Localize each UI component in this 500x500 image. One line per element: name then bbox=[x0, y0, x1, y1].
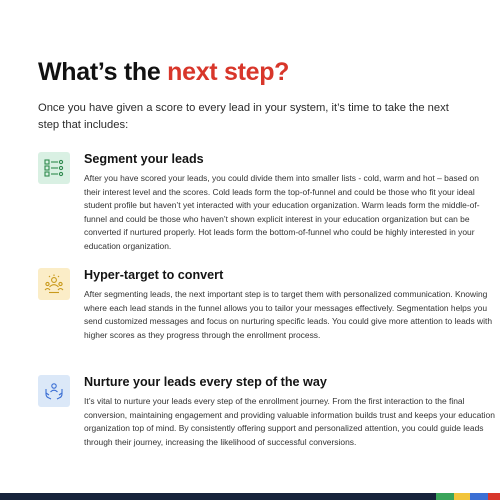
segment-list-icon bbox=[38, 152, 70, 184]
section-heading: Segment your leads bbox=[84, 152, 204, 166]
title-prefix: What’s the bbox=[38, 58, 168, 86]
target-audience-icon bbox=[38, 268, 70, 300]
footer-bar-blue bbox=[470, 493, 488, 500]
footer-bar-yellow bbox=[454, 493, 470, 500]
intro-paragraph: Once you have given a score to every lead in your system, it’s time to take the next step that includes: bbox=[38, 102, 449, 131]
footer-bar-green bbox=[436, 493, 454, 500]
section-body: It’s vital to nurture your leads every step of the enrollment journey. From the first interaction to the final conversion, maintaining engagement and providing valuable information builds trust and keeps your education organization top of mind. By consistently offering support and personalized attention, you could guide leads through their journey, increasing the likelihood of successful conversions. bbox=[84, 396, 495, 447]
page-title bbox=[38, 58, 289, 87]
footer-color-bar bbox=[0, 493, 500, 500]
footer-bar-dark bbox=[0, 493, 436, 500]
section-heading: Nurture your leads every step of the way bbox=[84, 375, 327, 389]
section-heading: Hyper-target to convert bbox=[84, 268, 224, 282]
title-highlight: next step? bbox=[167, 58, 290, 86]
section-body: After you have scored your leads, you could divide them into smaller lists - cold, warm and hot – based on their interest level and the scores. Cold leads form the top-of-funnel and could be those who fit your ideal student profile but haven’t yet interacted with your education organization. Warm leads form the middle-of-funnel and could be those who haven’t shown explicit interest in your education organization but can be converted if nurtured properly. Hot leads form the bottom-of-funnel who could be highly interested in your education organization. bbox=[84, 173, 480, 251]
nurture-hands-icon bbox=[38, 375, 70, 407]
section-body: After segmenting leads, the next important step is to target them with personalized communication. Knowing where each lead stands in the funnel allows you to tailor your messages effectively. Segmentation helps you send customized messages and focus on nurturing specific leads. You could give more attention to leads with higher scores as they progress through the enrollment process. bbox=[84, 289, 493, 340]
footer-bar-red bbox=[488, 493, 500, 500]
